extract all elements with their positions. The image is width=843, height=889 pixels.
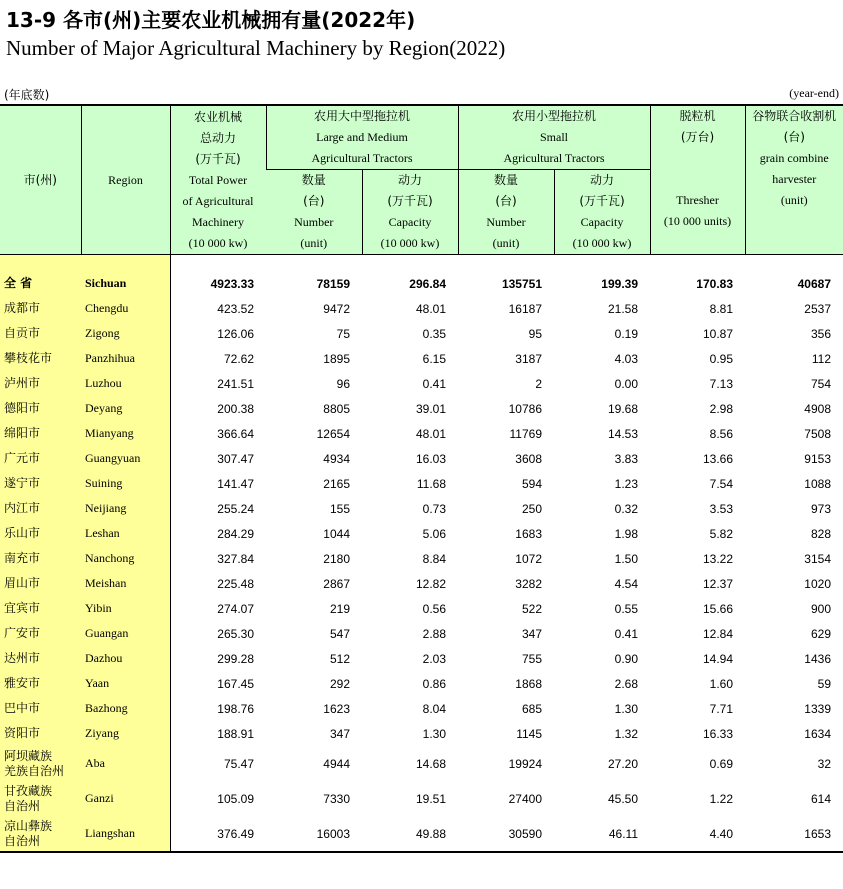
city-name-zh: 攀枝花市 bbox=[0, 346, 81, 371]
table-row bbox=[0, 596, 843, 621]
combine-harvester-cell: 1436 bbox=[804, 651, 831, 666]
city-name-zh bbox=[0, 781, 81, 816]
region-name-en: Dazhou bbox=[81, 646, 170, 671]
region-name-en: Zigong bbox=[81, 321, 170, 346]
combine-harvester-cell: 1634 bbox=[804, 726, 831, 741]
large-tractor-number-cell: 1044 bbox=[323, 526, 350, 541]
combine-harvester-cell: 32 bbox=[817, 756, 831, 771]
small-tractor-capacity-cell: 2.68 bbox=[614, 676, 638, 691]
thresher-cell: 5.82 bbox=[709, 526, 733, 541]
total-power-cell: 75.47 bbox=[223, 756, 254, 771]
table-row bbox=[0, 781, 843, 816]
region-name-en: Ziyang bbox=[81, 721, 170, 746]
thresher-cell: 8.56 bbox=[709, 426, 733, 441]
large-tractor-number-cell: 8805 bbox=[323, 401, 350, 416]
combine-harvester-cell: 112 bbox=[811, 351, 831, 366]
small-tractor-number-cell: 1683 bbox=[515, 526, 542, 541]
city-name-zh: 巴中市 bbox=[0, 696, 81, 721]
combine-harvester-cell: 356 bbox=[810, 326, 831, 341]
table-row bbox=[0, 296, 843, 321]
region-name-en: Deyang bbox=[81, 396, 170, 421]
thresher-cell: 12.37 bbox=[702, 576, 733, 591]
large-tractor-capacity-cell: 0.35 bbox=[422, 326, 446, 341]
large-tractor-capacity-cell: 296.84 bbox=[409, 276, 446, 291]
city-name-zh: 广元市 bbox=[0, 446, 81, 471]
region-name-en: Liangshan bbox=[81, 816, 170, 852]
thresher-cell: 10.87 bbox=[702, 326, 733, 341]
large-tractor-capacity-cell: 48.01 bbox=[415, 426, 446, 441]
thresher-cell: 1.60 bbox=[709, 676, 733, 691]
total-power-cell: 200.38 bbox=[217, 401, 254, 416]
large-tractor-capacity-cell: 5.06 bbox=[422, 526, 446, 541]
small-tractor-capacity-cell: 1.50 bbox=[614, 551, 638, 566]
large-tractor-number-cell: 75 bbox=[336, 326, 350, 341]
small-tractor-number-cell: 10786 bbox=[508, 401, 542, 416]
region-name-en: Sichuan bbox=[81, 271, 170, 296]
total-power-cell: 188.91 bbox=[217, 726, 254, 741]
small-tractor-capacity-cell: 4.03 bbox=[614, 351, 638, 366]
city-name-zh: 广安市 bbox=[0, 621, 81, 646]
combine-harvester-cell: 7508 bbox=[804, 426, 831, 441]
total-power-cell: 366.64 bbox=[217, 426, 254, 441]
large-tractor-number-cell: 155 bbox=[329, 501, 350, 516]
city-name-zh: 宜宾市 bbox=[0, 596, 81, 621]
total-power-cell: 198.76 bbox=[217, 701, 254, 716]
small-tractor-capacity-cell: 0.00 bbox=[614, 376, 638, 391]
small-tractor-capacity-cell: 1.30 bbox=[614, 701, 638, 716]
small-tractor-number-cell: 11769 bbox=[509, 426, 542, 441]
region-name-en: Panzhihua bbox=[81, 346, 170, 371]
city-name-zh: 德阳市 bbox=[0, 396, 81, 421]
region-name-en: Mianyang bbox=[81, 421, 170, 446]
large-tractor-capacity-cell: 0.86 bbox=[422, 676, 446, 691]
small-tractor-number-cell: 135751 bbox=[501, 276, 542, 291]
city-name-zh: 乐山市 bbox=[0, 521, 81, 546]
table-row bbox=[0, 496, 843, 521]
total-power-cell: 225.48 bbox=[217, 576, 254, 591]
small-tractor-capacity-cell: 199.39 bbox=[601, 276, 638, 291]
large-tractor-number-cell: 219 bbox=[329, 601, 350, 616]
large-tractor-capacity-cell: 39.01 bbox=[415, 401, 446, 416]
total-power-cell: 423.52 bbox=[217, 301, 254, 316]
large-tractor-number-cell: 96 bbox=[336, 376, 350, 391]
small-tractor-capacity-cell: 4.54 bbox=[614, 576, 638, 591]
thresher-cell: 15.66 bbox=[702, 601, 733, 616]
combine-harvester-cell: 1088 bbox=[804, 476, 831, 491]
table-row bbox=[0, 271, 843, 296]
city-name-zh: 成都市 bbox=[0, 296, 81, 321]
total-power-cell: 4923.33 bbox=[210, 276, 254, 291]
table-row bbox=[0, 346, 843, 371]
total-power-cell: 327.84 bbox=[217, 551, 254, 566]
small-tractor-capacity-cell: 0.41 bbox=[614, 626, 638, 641]
large-tractor-number-cell: 2180 bbox=[323, 551, 350, 566]
total-power-cell: 167.45 bbox=[217, 676, 254, 691]
total-power-cell: 141.47 bbox=[217, 476, 254, 491]
year-end-note-zh: (年底数) bbox=[4, 88, 50, 102]
combine-harvester-cell: 614 bbox=[810, 791, 831, 806]
header-region: Region bbox=[81, 105, 170, 255]
city-name-zh: 南充市 bbox=[0, 546, 81, 571]
table-row bbox=[0, 321, 843, 346]
combine-harvester-cell: 2537 bbox=[804, 301, 831, 316]
header-small-tractors: 农用小型拖拉机 Small Agricultural Tractors bbox=[458, 105, 650, 170]
large-tractor-number-cell: 9472 bbox=[323, 301, 350, 316]
large-tractor-number-cell: 512 bbox=[329, 651, 350, 666]
large-tractor-capacity-cell: 11.68 bbox=[416, 476, 446, 491]
city-name-line: 自治州 bbox=[4, 798, 41, 813]
large-tractor-capacity-cell: 2.03 bbox=[422, 651, 446, 666]
table-row bbox=[0, 671, 843, 696]
small-tractor-number-cell: 1145 bbox=[516, 726, 542, 741]
large-tractor-number-cell: 4934 bbox=[323, 451, 350, 466]
total-power-cell: 72.62 bbox=[223, 351, 254, 366]
large-tractor-number-cell: 12654 bbox=[316, 426, 350, 441]
region-name-en: Yibin bbox=[81, 596, 170, 621]
year-end-note-en: (year-end) bbox=[789, 86, 839, 100]
total-power-cell: 105.09 bbox=[217, 791, 254, 806]
large-tractor-capacity-cell: 6.15 bbox=[422, 351, 446, 366]
table-row bbox=[0, 471, 843, 496]
city-name-line: 羌族自治州 bbox=[4, 763, 65, 778]
total-power-cell: 376.49 bbox=[170, 816, 266, 852]
region-name-en: Ganzi bbox=[81, 781, 170, 816]
small-tractor-number-cell: 755 bbox=[521, 651, 542, 666]
machinery-table bbox=[0, 104, 843, 853]
region-name-en: Neijiang bbox=[81, 496, 170, 521]
thresher-cell: 1.22 bbox=[709, 791, 733, 806]
small-tractor-number-cell: 16187 bbox=[508, 301, 542, 316]
total-power-cell: 274.07 bbox=[217, 601, 254, 616]
large-tractor-capacity-cell: 0.41 bbox=[422, 376, 446, 391]
table-row bbox=[0, 621, 843, 646]
city-name-zh: 资阳市 bbox=[0, 721, 81, 746]
table-row bbox=[0, 721, 843, 746]
small-tractor-number-cell: 594 bbox=[521, 476, 542, 491]
large-tractor-capacity-cell: 8.04 bbox=[422, 701, 446, 716]
table-row bbox=[0, 746, 843, 781]
city-name-zh: 自贡市 bbox=[0, 321, 81, 346]
small-tractor-capacity-cell: 0.90 bbox=[614, 651, 638, 666]
city-name-zh: 达州市 bbox=[0, 646, 81, 671]
table-row bbox=[0, 571, 843, 596]
table-title-en: Number of Major Agricultural Machinery by Region(2022) bbox=[6, 36, 506, 60]
city-name-line: 甘孜藏族 bbox=[4, 783, 53, 798]
city-name-zh: 遂宁市 bbox=[0, 471, 81, 496]
combine-harvester-cell: 1339 bbox=[804, 701, 831, 716]
combine-harvester-cell: 828 bbox=[810, 526, 831, 541]
header-large-tractors: 农用大中型拖拉机 Large and Medium Agricultural Tractors bbox=[266, 105, 458, 170]
small-tractor-number-cell: 685 bbox=[521, 701, 542, 716]
small-tractor-number-cell: 347 bbox=[521, 626, 542, 641]
thresher-cell: 170.83 bbox=[696, 276, 733, 291]
combine-harvester-cell: 9153 bbox=[804, 451, 831, 466]
small-tractor-capacity-cell: 1.23 bbox=[614, 476, 638, 491]
large-tractor-capacity-cell: 0.73 bbox=[422, 501, 446, 516]
table-row bbox=[0, 816, 843, 852]
thresher-cell: 2.98 bbox=[709, 401, 733, 416]
total-power-cell: 265.30 bbox=[217, 626, 254, 641]
large-tractor-capacity-cell: 48.01 bbox=[415, 301, 446, 316]
small-tractor-number-cell: 2 bbox=[535, 376, 542, 391]
city-name-line: 阿坝藏族 bbox=[4, 748, 53, 763]
large-tractor-capacity-cell: 2.88 bbox=[422, 626, 446, 641]
large-tractor-number-cell: 292 bbox=[329, 676, 350, 691]
table-title-zh: 13-9 各市(州)主要农业机械拥有量(2022年) bbox=[6, 8, 416, 32]
header-total-power: 农业机械 总动力 (万千瓦) Total Power of Agricultural Machinery (10 000 kw) bbox=[170, 105, 266, 255]
combine-harvester-cell: 973 bbox=[810, 501, 831, 516]
header-thresher: 脱粒机 (万台) Thresher (10 000 units) bbox=[650, 105, 745, 255]
small-tractor-number-cell: 27400 bbox=[508, 791, 542, 806]
city-name-line: 自治州 bbox=[4, 833, 41, 848]
table-row bbox=[0, 546, 843, 571]
small-tractor-number-cell: 250 bbox=[521, 501, 542, 516]
large-tractor-capacity-cell: 8.84 bbox=[422, 551, 446, 566]
large-tractor-number-cell: 2165 bbox=[323, 476, 350, 491]
table-row bbox=[0, 646, 843, 671]
region-name-en: Suining bbox=[81, 471, 170, 496]
table-body bbox=[0, 255, 843, 853]
small-tractor-number-cell: 3187 bbox=[515, 351, 542, 366]
combine-harvester-cell: 900 bbox=[810, 601, 831, 616]
small-tractor-capacity-cell: 21.58 bbox=[607, 301, 638, 316]
region-name-en: Meishan bbox=[81, 571, 170, 596]
combine-harvester-cell: 4908 bbox=[804, 401, 831, 416]
small-tractor-capacity-cell: 1.98 bbox=[614, 526, 638, 541]
combine-harvester-cell: 754 bbox=[810, 376, 831, 391]
combine-harvester-cell: 59 bbox=[817, 676, 831, 691]
region-name-en: Aba bbox=[81, 746, 170, 781]
table-row bbox=[0, 371, 843, 396]
small-tractor-capacity-cell: 0.19 bbox=[614, 326, 638, 341]
table-row bbox=[0, 421, 843, 446]
total-power-cell: 241.51 bbox=[217, 376, 254, 391]
region-name-en: Nanchong bbox=[81, 546, 170, 571]
thresher-cell: 8.81 bbox=[709, 301, 733, 316]
large-tractor-number-cell: 547 bbox=[329, 626, 350, 641]
thresher-cell: 4.40 bbox=[650, 816, 745, 852]
thresher-cell: 14.94 bbox=[702, 651, 733, 666]
city-name-zh: 雅安市 bbox=[0, 671, 81, 696]
table-row bbox=[0, 446, 843, 471]
combine-harvester-cell: 40687 bbox=[797, 276, 831, 291]
city-name-zh: 眉山市 bbox=[0, 571, 81, 596]
table-row bbox=[0, 521, 843, 546]
city-name-zh: 泸州市 bbox=[0, 371, 81, 396]
total-power-cell: 255.24 bbox=[217, 501, 254, 516]
total-power-cell: 126.06 bbox=[217, 326, 254, 341]
region-name-en: Luzhou bbox=[81, 371, 170, 396]
large-tractor-capacity-cell: 14.68 bbox=[415, 756, 446, 771]
thresher-cell: 12.84 bbox=[702, 626, 733, 641]
large-tractor-number-cell: 2867 bbox=[323, 576, 350, 591]
combine-harvester-cell: 1020 bbox=[804, 576, 831, 591]
small-tractor-number-cell: 3282 bbox=[515, 576, 542, 591]
combine-harvester-cell: 629 bbox=[810, 626, 831, 641]
header-combine-harvester: 谷物联合收割机 (台) grain combine harvester (unit) bbox=[745, 105, 843, 255]
small-tractor-number-cell: 3608 bbox=[515, 451, 542, 466]
large-tractor-capacity-cell: 0.56 bbox=[422, 601, 446, 616]
region-name-en: Leshan bbox=[81, 521, 170, 546]
city-name-zh: 内江市 bbox=[0, 496, 81, 521]
large-tractor-capacity-cell: 19.51 bbox=[415, 791, 446, 806]
table-row bbox=[0, 696, 843, 721]
small-tractor-capacity-cell: 0.55 bbox=[614, 601, 638, 616]
large-tractor-number-cell: 1895 bbox=[323, 351, 350, 366]
large-tractor-number-cell: 1623 bbox=[323, 701, 350, 716]
large-tractor-number-cell: 4944 bbox=[323, 756, 350, 771]
large-tractor-number-cell: 347 bbox=[329, 726, 350, 741]
large-tractor-number-cell: 16003 bbox=[266, 816, 362, 852]
table-row bbox=[0, 396, 843, 421]
city-name-zh: 全 省 bbox=[0, 271, 81, 296]
header-large-number: 数量 (台) Number (unit) bbox=[266, 170, 362, 255]
small-tractor-number-cell: 19924 bbox=[508, 756, 542, 771]
small-tractor-capacity-cell: 46.11 bbox=[554, 816, 650, 852]
thresher-cell: 16.33 bbox=[702, 726, 733, 741]
large-tractor-capacity-cell: 12.82 bbox=[415, 576, 446, 591]
small-tractor-capacity-cell: 19.68 bbox=[607, 401, 638, 416]
thresher-cell: 3.53 bbox=[709, 501, 733, 516]
thresher-cell: 0.95 bbox=[709, 351, 733, 366]
large-tractor-number-cell: 7330 bbox=[323, 791, 350, 806]
city-name-zh bbox=[0, 816, 81, 852]
city-name-zh: 绵阳市 bbox=[0, 421, 81, 446]
small-tractor-capacity-cell: 0.32 bbox=[614, 501, 638, 516]
thresher-cell: 7.54 bbox=[709, 476, 733, 491]
small-tractor-capacity-cell: 3.83 bbox=[614, 451, 638, 466]
total-power-cell: 307.47 bbox=[217, 451, 254, 466]
small-tractor-capacity-cell: 27.20 bbox=[607, 756, 638, 771]
small-tractor-capacity-cell: 1.32 bbox=[614, 726, 638, 741]
combine-harvester-cell: 3154 bbox=[804, 551, 831, 566]
region-name-en: Bazhong bbox=[81, 696, 170, 721]
region-name-en: Yaan bbox=[81, 671, 170, 696]
small-tractor-capacity-cell: 45.50 bbox=[607, 791, 638, 806]
city-name-line: 凉山彝族 bbox=[4, 818, 53, 833]
region-name-en: Chengdu bbox=[81, 296, 170, 321]
small-tractor-number-cell: 522 bbox=[521, 601, 542, 616]
combine-harvester-cell: 1653 bbox=[745, 816, 843, 852]
thresher-cell: 13.22 bbox=[702, 551, 733, 566]
thresher-cell: 0.69 bbox=[709, 756, 733, 771]
small-tractor-number-cell: 1868 bbox=[515, 676, 542, 691]
small-tractor-number-cell: 1072 bbox=[515, 551, 542, 566]
large-tractor-capacity-cell: 16.03 bbox=[415, 451, 446, 466]
large-tractor-capacity-cell: 49.88 bbox=[362, 816, 458, 852]
small-tractor-number-cell: 95 bbox=[528, 326, 542, 341]
thresher-cell: 7.71 bbox=[709, 701, 733, 716]
region-name-en: Guangyuan bbox=[81, 446, 170, 471]
header-small-number: 数量 (台) Number (unit) bbox=[458, 170, 554, 255]
large-tractor-capacity-cell: 1.30 bbox=[422, 726, 446, 741]
header-small-capacity: 动力 (万千瓦) Capacity (10 000 kw) bbox=[554, 170, 650, 255]
small-tractor-number-cell: 30590 bbox=[458, 816, 554, 852]
region-name-en: Guangan bbox=[81, 621, 170, 646]
city-name-zh bbox=[0, 746, 81, 781]
large-tractor-number-cell: 78159 bbox=[316, 276, 350, 291]
header-city: 市(州) bbox=[0, 105, 81, 255]
total-power-cell: 284.29 bbox=[217, 526, 254, 541]
thresher-cell: 7.13 bbox=[709, 376, 733, 391]
thresher-cell: 13.66 bbox=[702, 451, 733, 466]
header-large-capacity: 动力 (万千瓦) Capacity (10 000 kw) bbox=[362, 170, 458, 255]
small-tractor-capacity-cell: 14.53 bbox=[607, 426, 638, 441]
total-power-cell: 299.28 bbox=[217, 651, 254, 666]
